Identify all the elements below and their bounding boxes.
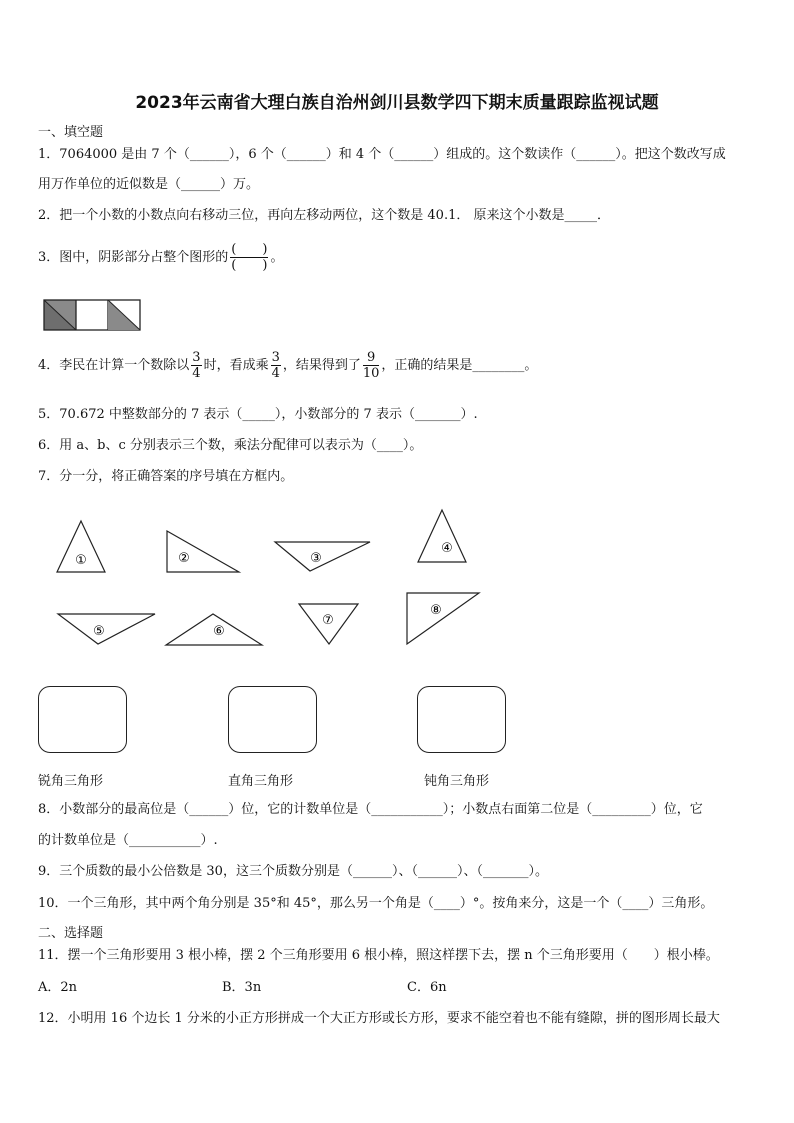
svg-text:③: ③ — [310, 551, 322, 566]
question-9: 9．三个质数的最小公倍数是 30，这三个质数分别是（______）、（______）、（_______）。 — [38, 864, 548, 879]
question-8-line-1: 8．小数部分的最高位是（______）位，它的计数单位是（___________）；小数点右面第二位是（_________）位，它 — [38, 802, 703, 817]
question-2: 2．把一个小数的小数点向右移动三位，再向左移动两位，这个数是 40.1． 原来这个小数是_____． — [38, 208, 610, 223]
triangle-6 — [166, 614, 262, 645]
shaded-figure — [43, 299, 143, 333]
svg-text:②: ② — [178, 551, 190, 566]
answer-box-acute[interactable] — [38, 686, 127, 753]
question-6: 6．用 a、b、c 分别表示三个数，乘法分配律可以表示为（____）。 — [38, 438, 423, 453]
triangle-2 — [167, 531, 239, 572]
section-fill-in: 一、填空题 — [38, 125, 104, 140]
question-1-line-1: 1．7064000 是由 7 个（______），6 个（______）和 4 个（______）组成的。这个数读作（______）。把这个数改写成 — [38, 147, 726, 162]
fraction-numerator: 3 — [271, 350, 280, 365]
svg-text:①: ① — [75, 553, 87, 568]
answer-box-obtuse[interactable] — [417, 686, 506, 753]
label-acute-triangle: 锐角三角形 — [38, 774, 104, 789]
fraction-numerator: ( ) — [231, 242, 268, 257]
section-choice: 二、选择题 — [38, 926, 104, 941]
question-5: 5．70.672 中整数部分的 7 表示（_____），小数部分的 7 表示（_______）. — [38, 407, 478, 422]
triangle-figures — [0, 500, 794, 660]
question-12: 12．小明用 16 个边长 1 分米的小正方形拼成一个大正方形或长方形，要求不能空着也不能有缝隙，拼的图形周长最大 — [38, 1011, 720, 1026]
option-a: A．2n — [38, 980, 78, 995]
question-3-suffix: 。 — [270, 250, 284, 265]
svg-text:⑦: ⑦ — [322, 613, 334, 628]
label-obtuse-triangle: 钝角三角形 — [424, 774, 490, 789]
svg-text:⑤: ⑤ — [93, 624, 105, 639]
question-3-prefix: 3．图中，阴影部分占整个图形的 — [38, 250, 229, 265]
question-1-line-2: 用万作单位的近似数是（______）万。 — [38, 177, 260, 192]
fraction-3-4-b — [271, 350, 281, 381]
question-4 — [38, 350, 537, 381]
svg-text:⑧: ⑧ — [430, 603, 442, 618]
question-4-text-1: 4．李民在计算一个数除以 — [38, 358, 190, 373]
option-c: C．6n — [407, 980, 447, 995]
question-3-fraction — [230, 242, 268, 273]
fraction-3-4-a — [191, 350, 201, 381]
fraction-numerator: 9 — [363, 350, 380, 366]
label-right-triangle: 直角三角形 — [228, 774, 294, 789]
question-3 — [38, 242, 283, 273]
question-7: 7．分一分，将正确答案的序号填在方框内。 — [38, 469, 294, 484]
triangle-1 — [57, 521, 105, 572]
answer-box-right[interactable] — [228, 686, 317, 753]
question-4-text-4: ，正确的结果是________。 — [381, 358, 538, 373]
fraction-9-10 — [363, 350, 380, 381]
question-4-text-3: ，结果得到了 — [282, 358, 361, 373]
triangle-7 — [299, 604, 358, 644]
fraction-denominator: 4 — [271, 366, 280, 381]
page-title: 2023年云南省大理白族自治州剑川县数学四下期末质量跟踪监视试题 — [135, 93, 659, 113]
triangle-4 — [418, 510, 466, 562]
fraction-numerator: 3 — [192, 350, 201, 365]
question-10: 10．一个三角形，其中两个角分别是 35°和 45°，那么另一个角是（____）°。按角来分，这是一个（____）三角形。 — [38, 896, 714, 911]
question-8-line-2: 的计数单位是（___________）. — [38, 833, 218, 848]
question-4-text-2: 时，看成乘 — [203, 358, 269, 373]
fraction-denominator: 4 — [192, 366, 201, 381]
fraction-denominator: 10 — [362, 366, 380, 381]
triangle-3 — [275, 542, 370, 571]
triangle-5 — [58, 614, 155, 644]
svg-text:④: ④ — [441, 541, 453, 556]
question-11: 11．摆一个三角形要用 3 根小棒，摆 2 个三角形要用 6 根小棒，照这样摆下去，摆 n 个三角形要用（ ）根小棒。 — [38, 948, 719, 963]
option-b: B．3n — [222, 980, 262, 995]
svg-text:⑥: ⑥ — [213, 624, 225, 639]
triangle-8 — [407, 593, 479, 644]
fraction-denominator: ( ) — [231, 258, 268, 273]
